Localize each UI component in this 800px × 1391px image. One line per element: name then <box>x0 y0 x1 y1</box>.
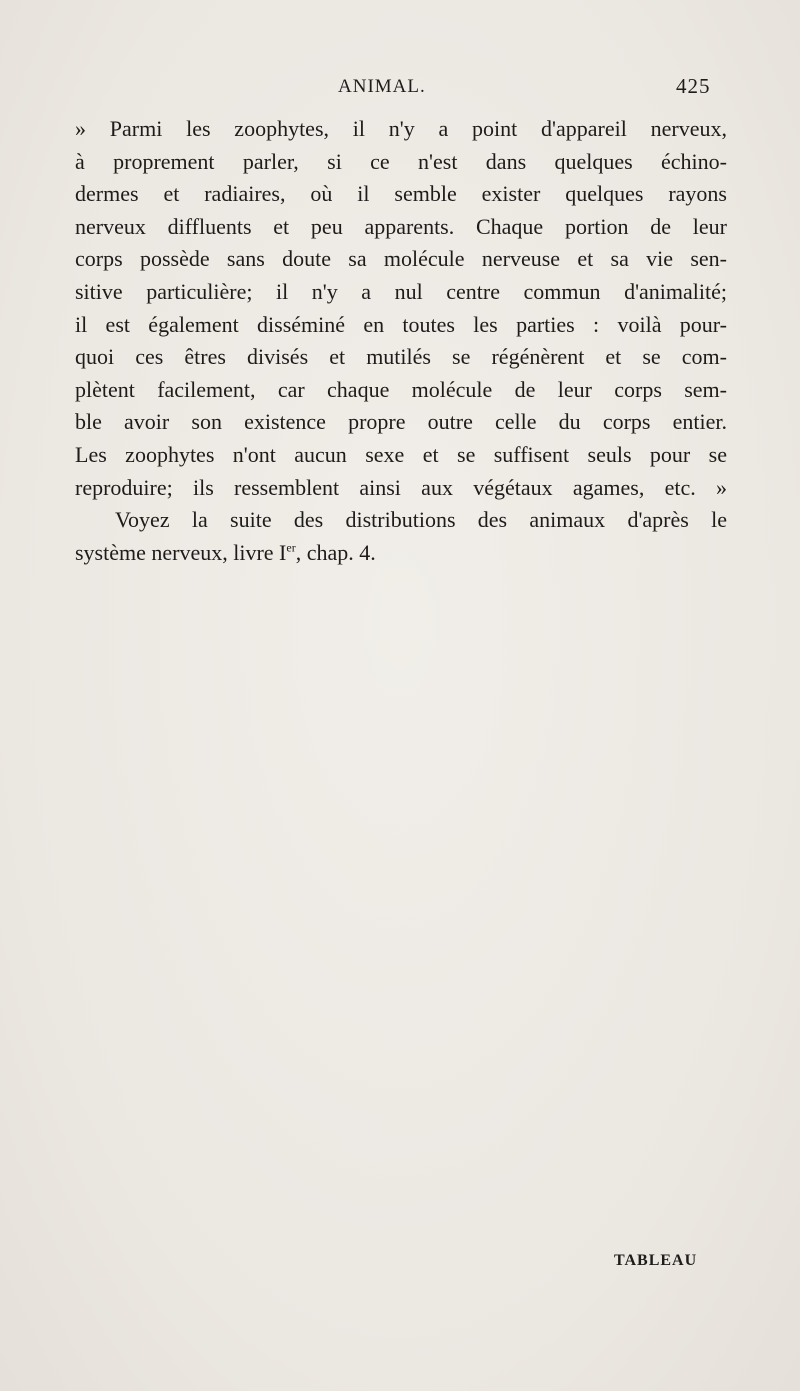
text-line: sitive particulière; il n'y a nul centre commun d'animalité; <box>75 278 727 304</box>
text-span: , chap. 4. <box>295 539 376 565</box>
paragraph <box>75 504 727 569</box>
text-line <box>75 537 727 570</box>
body-text <box>75 113 727 569</box>
text-line: dermes et radiaires, où il semble exister quelques rayons <box>75 181 727 207</box>
text-line: plètent facilement, car chaque molécule de leur corps sem- <box>75 376 727 402</box>
text-line: Voyez la suite des distributions des animaux d'après le <box>115 507 727 533</box>
page-number: 425 <box>676 74 711 98</box>
running-title: ANIMAL. <box>338 76 426 97</box>
text-span: système nerveux, livre I <box>75 539 287 565</box>
superscript: er <box>286 540 296 555</box>
text-line: quoi ces êtres divisés et mutilés se régénèrent et se com- <box>75 344 727 370</box>
text-line: à proprement parler, si ce n'est dans quelques échino- <box>75 148 727 174</box>
text-line: reproduire; ils ressemblent ainsi aux végétaux agames, etc. » <box>75 474 727 500</box>
text-line: Les zoophytes n'ont aucun sexe et se suffisent seuls pour se <box>75 441 727 467</box>
catchword: TABLEAU <box>614 1252 698 1269</box>
text-line: corps possède sans doute sa molécule nerveuse et sa vie sen- <box>75 246 727 272</box>
text-line: ble avoir son existence propre outre celle du corps entier. <box>75 409 727 435</box>
paragraph <box>75 113 727 504</box>
text-line: nerveux diffluents et peu apparents. Chaque portion de leur <box>75 213 727 239</box>
text-line: il est également disséminé en toutes les parties : voilà pour- <box>75 311 727 337</box>
text-line: » Parmi les zoophytes, il n'y a point d'appareil nerveux, <box>75 116 727 141</box>
